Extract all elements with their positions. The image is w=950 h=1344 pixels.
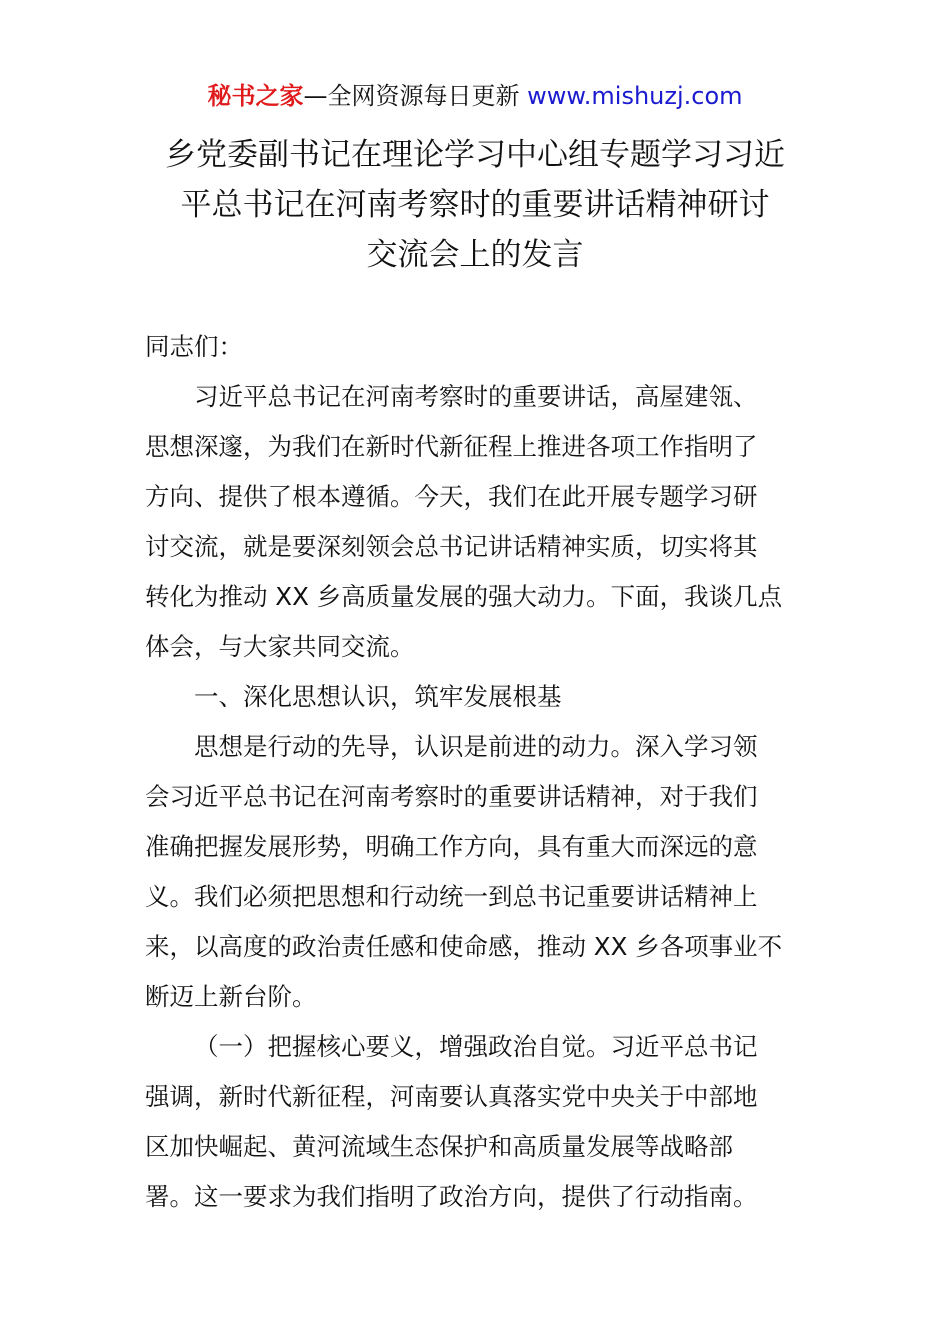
text-line: 讨交流，就是要深刻领会总书记讲话精神实质，切实将其 [145, 532, 758, 561]
paragraph-core-essence [145, 1022, 810, 1222]
text-line: 思想是行动的先导，认识是前进的动力。深入学习领 [194, 732, 758, 761]
text-line: 体会，与大家共同交流。 [145, 632, 415, 661]
site-tagline: —全网资源每日更新 [303, 82, 528, 110]
document-title [100, 130, 850, 280]
text-line: 署。这一要求为我们指明了政治方向，提供了行动指南。 [145, 1182, 758, 1211]
text-line: 准确把握发展形势，明确工作方向，具有重大而深远的意 [145, 832, 758, 861]
site-brand: 秘书之家 [207, 82, 304, 110]
text-line: 义。我们必须把思想和行动统一到总书记重要讲话精神上 [145, 882, 758, 911]
section-heading [145, 672, 810, 722]
text-line: 会习近平总书记在河南考察时的重要讲话精神，对于我们 [145, 782, 758, 811]
paragraph-intro [145, 372, 810, 672]
salutation: 同志们： [145, 332, 243, 361]
site-url-link[interactable]: www.mishuzj.com [527, 82, 743, 110]
text-line: （一）把握核心要义，增强政治自觉。习近平总书记 [194, 1032, 758, 1061]
text-line: 转化为推动 XX 乡高质量发展的强大动力。下面，我谈几点 [145, 582, 783, 611]
text-line: 思想深邃，为我们在新时代新征程上推进各项工作指明了 [145, 432, 758, 461]
document-body [145, 322, 810, 1222]
text-line: 强调，新时代新征程，河南要认真落实党中央关于中部地 [145, 1082, 758, 1111]
text-line: 区加快崛起、黄河流域生态保护和高质量发展等战略部 [145, 1132, 733, 1161]
text-line: 来，以高度的政治责任感和使命感，推动 XX 乡各项事业不 [145, 932, 783, 961]
title-line: 交流会上的发言 [366, 237, 584, 273]
section-heading-text: 一、深化思想认识，筑牢发展根基 [194, 682, 562, 711]
title-line: 乡党委副书记在理论学习中心组专题学习习近 [165, 137, 785, 173]
text-line: 方向、提供了根本遵循。今天，我们在此开展专题学习研 [145, 482, 758, 511]
text-line: 断迈上新台阶。 [145, 982, 317, 1011]
site-header [0, 80, 950, 112]
text-line: 习近平总书记在河南考察时的重要讲话，高屋建瓴、 [194, 382, 758, 411]
paragraph-thinking [145, 722, 810, 1022]
title-line: 平总书记在河南考察时的重要讲话精神研讨 [180, 187, 770, 223]
